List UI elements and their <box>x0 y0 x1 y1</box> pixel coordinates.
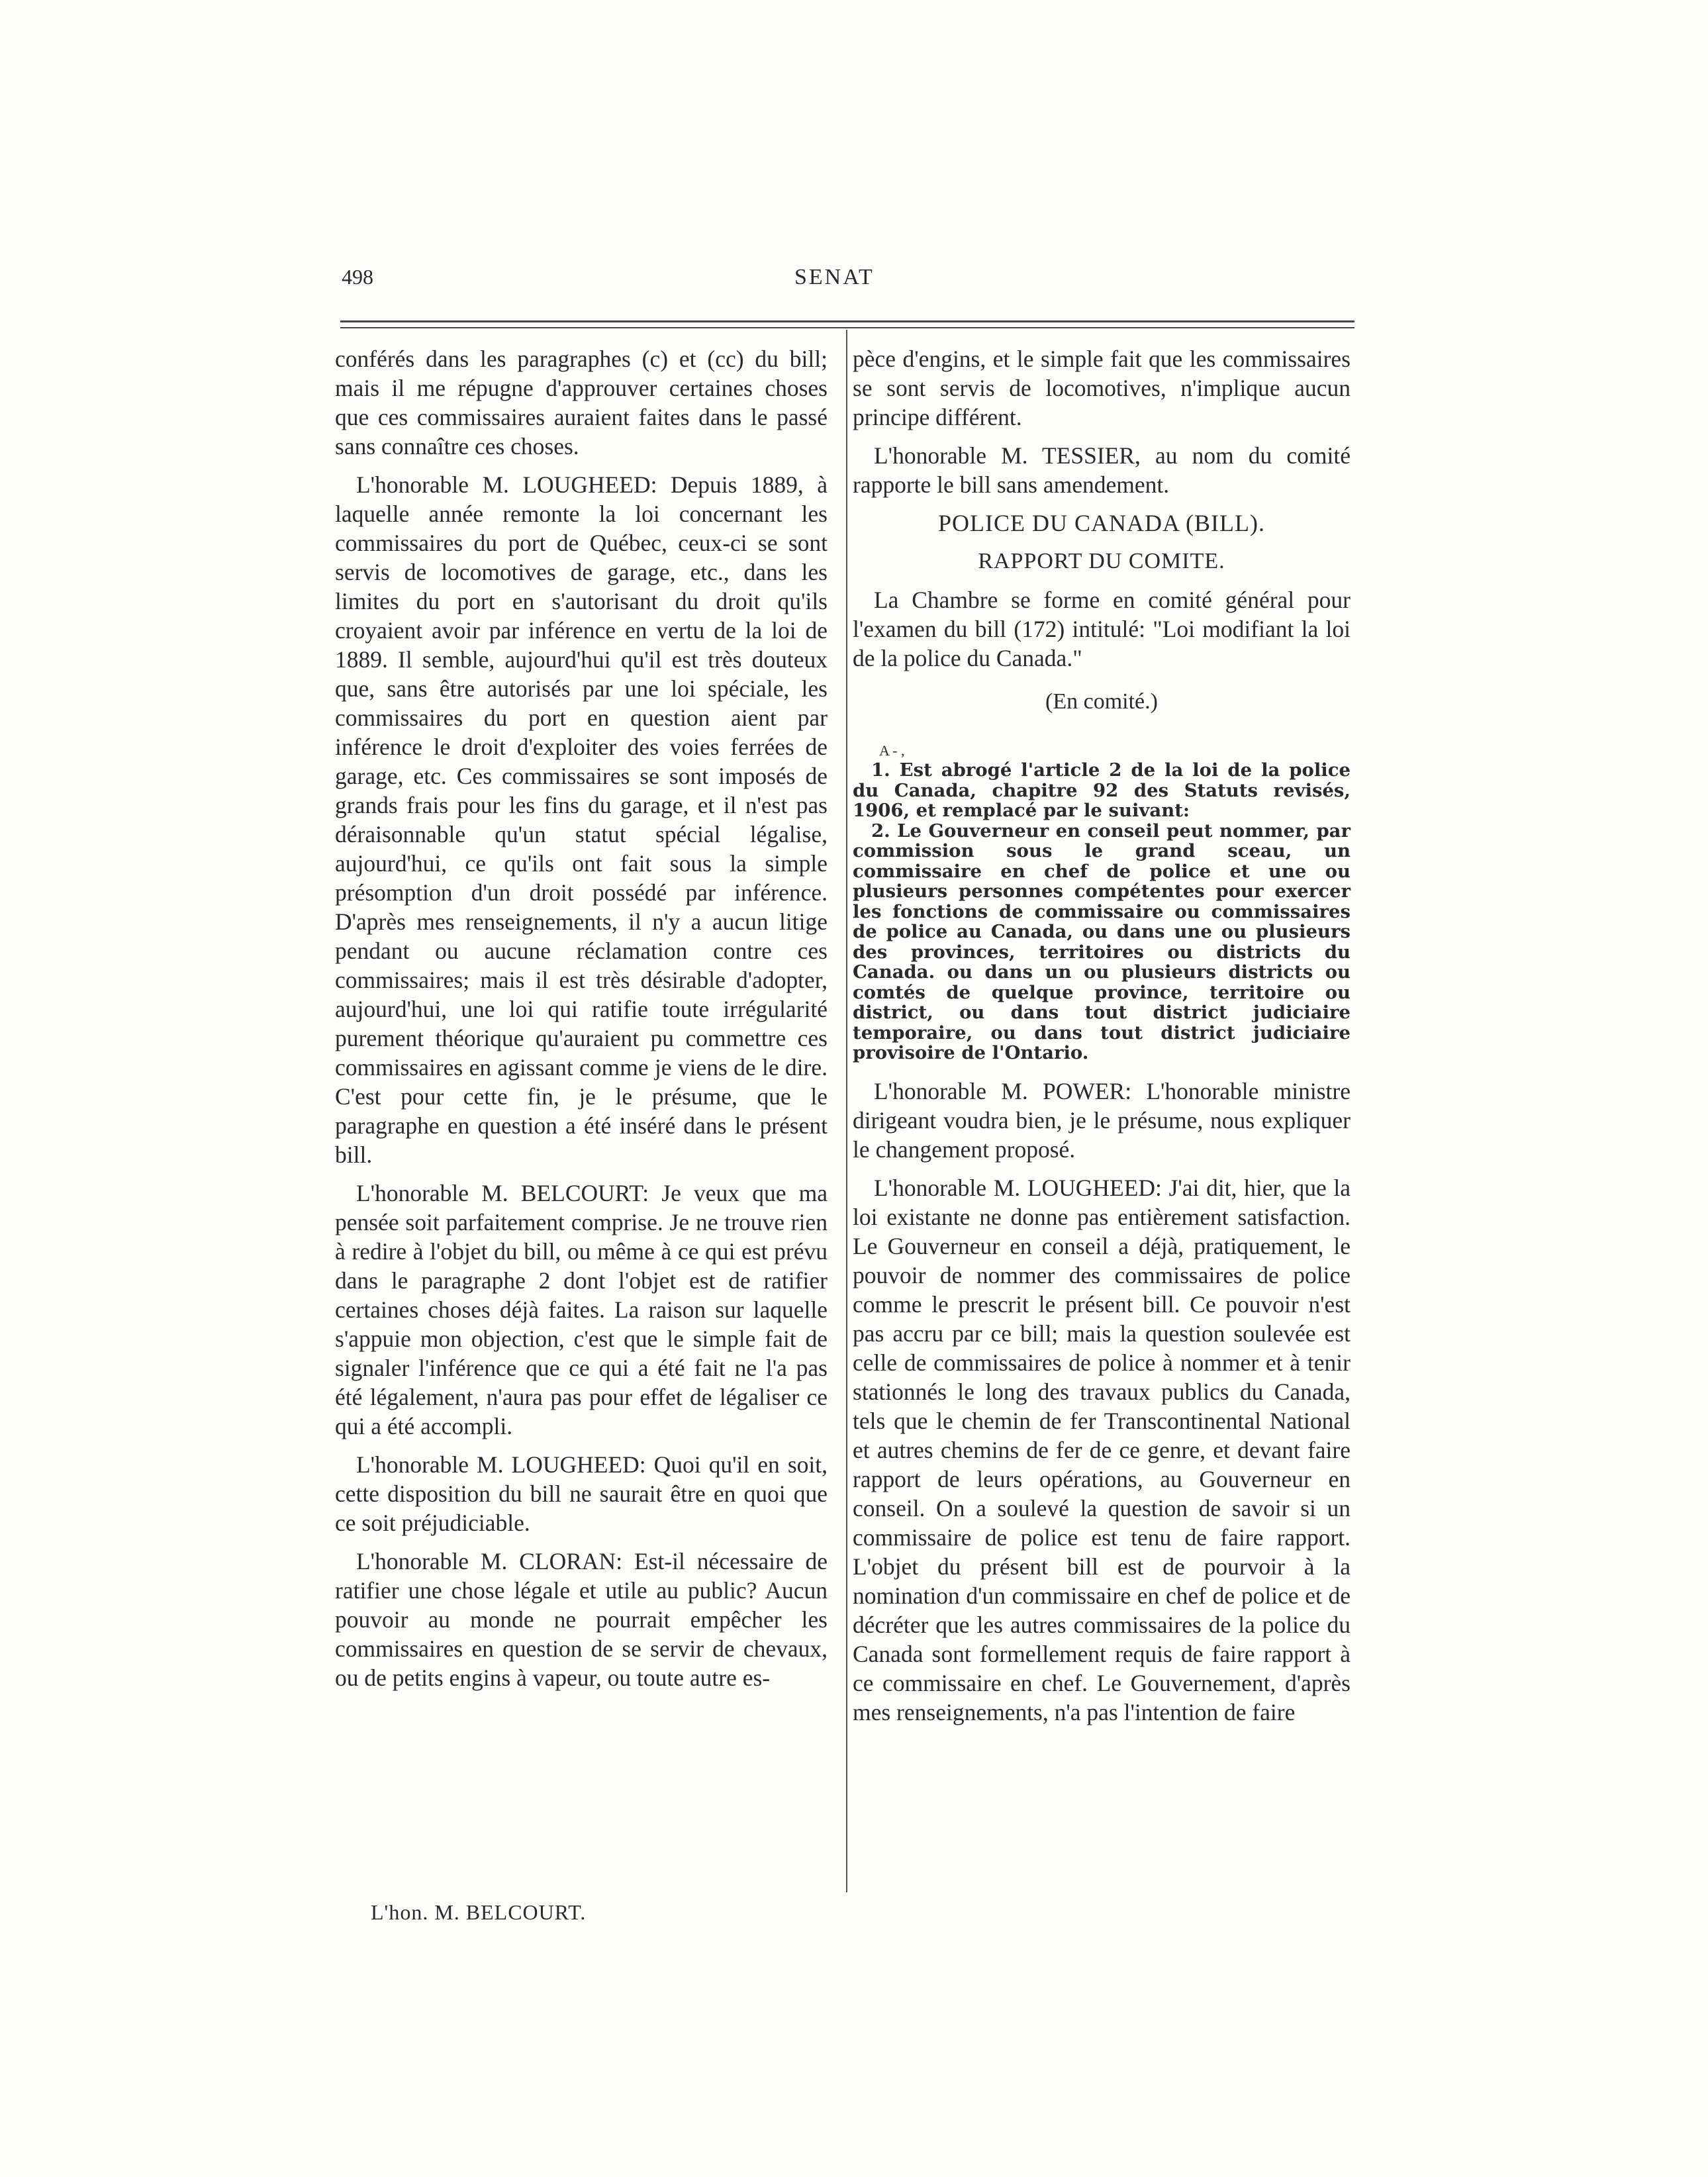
left-paragraph-4: L'honorable M. LOUGHEED: Quoi qu'il en soit, cette disposition du bill ne saurait être en quoi que ce soit préjudiciable. <box>335 1451 828 1536</box>
footer-speaker: L'hon. M. BELCOURT. <box>371 1900 587 1924</box>
section-heading: POLICE DU CANADA (BILL). <box>938 510 1265 536</box>
running-head: SENAT <box>794 265 875 289</box>
committee-note: (En comité.) <box>1045 689 1158 714</box>
left-paragraph-3: L'honorable M. BELCOURT: Je veux que ma pensée soit parfaitement comprise. Je ne trouve rien à redire à l'objet du bill, ou même à ce qui est prévu dans le paragraphe 2 dont l'objet est de ratifier certaines choses déjà faites. La raison sur laquelle s'appuie mon objection, c'est que le simple fait de signaler l'inférence que ce qui a été fait ne l'a pas été légalement, n'aura pas pour effet de légaliser ce qui a été accompli. <box>335 1180 828 1439</box>
left-paragraph-1: conférés dans les paragraphes (c) et (cc) du bill; mais il me répugne d'approuver certaines choses que ces commissaires auraient faites dans le passé sans connaître ces choses. <box>335 346 828 460</box>
right-column <box>853 344 1351 1736</box>
clause-line-1: 1. Est abrogé l'article 2 de la loi de la police du Canada, chapitre 92 des Statuts revisés, 1906, et remplacé par le suivant: <box>853 759 1351 821</box>
right-paragraph-lougheed: L'honorable M. LOUGHEED: J'ai dit, hier, que la loi existante ne donne pas entièrement satisfaction. Le Gouverneur en conseil a déjà, pratiquement, le pouvoir de nommer des commissaires de police comme le prescrit le présent bill. Ce pouvoir n'est pas accru par ce bill; mais la question soulevée est celle de commissaires de police à nommer et à tenir stationnés le long des travaux publics du Canada, tels que le chemin de fer Transcontinental National et autres chemins de fer de ce genre, et devant faire rapport de leurs opérations, au Gouverneur en conseil. On a soulevé la question de savoir si un commissaire de police est tenu de faire rapport. L'objet du présent bill est de pourvoir à la nomination d'un commissaire en chef de police et de décréter que les autres commissaires de la police du Canada sont formellement requis de faire rapport à ce commissaire en chef. Le Gouvernement, d'après mes renseignements, n'a pas l'intention de faire <box>853 1174 1351 1725</box>
section-subheading: RAPPORT DU COMITE. <box>978 549 1225 573</box>
header-rule-top <box>340 320 1354 322</box>
committee-paragraph: La Chambre se forme en comité général pour l'examen du bill (172) intitulé: "Loi modifiant la loi de la police du Canada." <box>853 587 1351 671</box>
clause-line-2: 2. Le Gouverneur en conseil peut nommer, par commission sous le grand sceau, un commissaire en chef de police et une ou plusieurs personnes compétentes pour exercer les fonctions de commissaire ou commissaires de police au Canada, ou dans une ou plusieurs des provinces, territoires ou districts du Canada. ou dans un ou plusieurs districts ou comtés de quelque province, territoire ou district, ou dans tout district judiciaire temporaire, ou dans tout district judiciaire provisoire de l'Ontario. <box>853 820 1351 1063</box>
left-paragraph-2: L'honorable M. LOUGHEED: Depuis 1889, à laquelle année remonte la loi concernant les commissaires du port de Québec, ceux-ci se sont servis de locomotives de garage, etc., dans les limites du port en s'autorisant du droit qu'ils croyaient avoir par inférence en vertu de la loi de 1889. Il semble, aujourd'hui qu'il est très douteux que, sans être autorisés par une loi spéciale, les commissaires du port en question aient par inférence le droit d'exploiter des voies ferrées de garage, etc. Ces commissaires se sont imposés de grands frais pour les fins du garage, et il n'est pas déraisonnable qu'un statut spécial légalise, aujourd'hui, ce qu'ils ont fait sous la simple présomption d'un droit possédé par inférence. D'après mes renseignements, il n'y a aucun litige pendant ou aucune réclamation contre ces commissaires; mais il est très désirable d'adopter, aujourd'hui, une loi qui ratifie toute irrégularité purement théorique qu'auraient pu commettre ces commissaires en agissant comme je viens de le dire. C'est pour cette fin, je le présume, que le paragraphe en question a été inséré dans le présent bill. <box>335 471 828 1168</box>
stray-marks: A - , <box>879 742 905 759</box>
left-paragraph-5: L'honorable M. CLORAN: Est-il nécessaire de ratifier une chose légale et utile au public? Aucun pouvoir au monde ne pourrait empêcher les commissaires en question de se servir de chevaux, ou de petits engins à vapeur, ou toute autre es- <box>335 1548 828 1691</box>
page-number: 498 <box>342 265 373 289</box>
right-paragraph-2: L'honorable M. TESSIER, au nom du comité rapporte le bill sans amendement. <box>853 442 1351 498</box>
right-paragraph-power: L'honorable M. POWER: L'honorable ministre dirigeant voudra bien, je le présume, nous expliquer le changement proposé. <box>853 1077 1351 1163</box>
right-paragraph-1: pèce d'engins, et le simple fait que les commissaires se sont servis de locomotives, n'implique aucun principe différent. <box>853 346 1351 430</box>
column-divider <box>846 330 847 1892</box>
bill-clause <box>853 760 1351 1063</box>
left-column <box>335 344 828 1702</box>
header-rule-bottom <box>340 327 1354 328</box>
